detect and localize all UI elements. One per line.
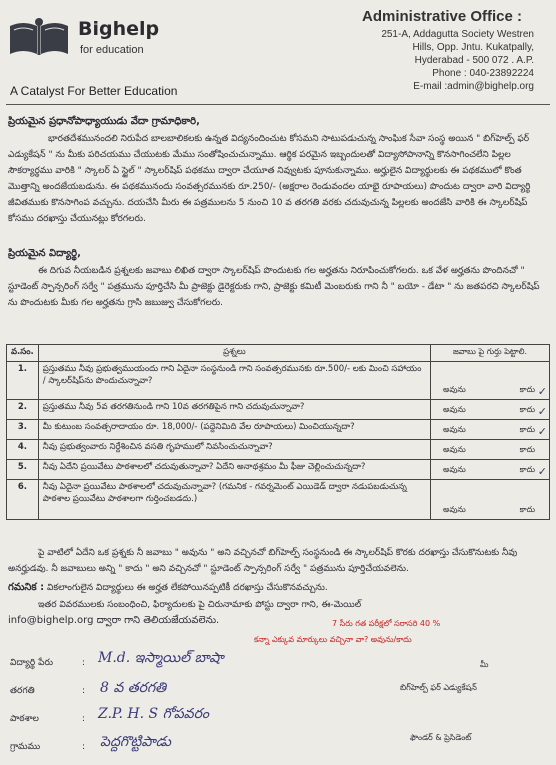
brand-subtitle: for education xyxy=(80,44,144,56)
row-number: 3. xyxy=(7,420,39,440)
answer-cell[interactable] xyxy=(431,460,550,480)
answer-cell[interactable] xyxy=(431,400,550,420)
yes-option[interactable]: అవును xyxy=(443,405,466,414)
colon: : xyxy=(82,686,86,696)
table-row xyxy=(7,420,550,440)
no-option[interactable]: కాదు xyxy=(519,445,535,454)
row-number: 1. xyxy=(7,362,39,400)
instructions-paragraph: ఈ దిగువ నీయబడిన ప్రశ్నలకు జవాబు లిఖిత ద్వారా స్కాలర్‌షిప్ పొందుటకు గల అర్హతను నిరూపించుకోగలరు. ఒక వేళ అర్హతను పొందినచో " స్టూడెంట్ స్పాన్సరింగ్ సర్వే " పత్రమును పూర్తిచేసి మీ ప్రాజెక్టు డైరెక్టరుకు గాని, ప్రాజెక్టు కమిటీ మెంబరుకు గాని నీ " బయో - డేటా " ను జతపరచి స్కాలర్‌షిప్ ను పొందుటకు మీకు గల అర్హతను గ్రాసి జబుజ్వు చేసుకోగలరు. xyxy=(8,266,540,308)
table-row xyxy=(7,362,550,400)
checkmark-icon: ✓ xyxy=(537,425,547,438)
address-line: Hyderabad - 500 072 . A.P. xyxy=(414,55,534,66)
no-option[interactable]: కాదు xyxy=(519,465,535,474)
eligibility-table-wrap xyxy=(6,344,550,520)
row-number: 2. xyxy=(7,400,39,420)
row-question: నీవు ప్రభుత్వంవారు నిర్దేశించిన వసతి గృహములో నివసించుచున్నావా? xyxy=(38,440,430,460)
intro-paragraph: భారతదేశమునందలి నిరుపేద బాలబాలికలకు ఉన్నత విద్యనందించుట కోసమని సాటుపడుచున్న సాంఘిక సేవా సంస్థ అయిన " బిగ్‌హెల్ప్ ఫర్ ఎడ్యుకేషన్ " ను మీకు పరిచయము చేయుటకు మేము సంతోషించుచున్నాము. ఆర్థిక పరమైన ఇబ్బందులతో విద్యాసోపానాన్ని కొనసాగించలేని పిల్లల సౌకర్యార్థము వారికి " స్కాలర్ ఏ స్టైల్ " స్కాలర్‌షిప్ పథకము ద్వారా చేయూత నివ్వుటకు పూనుకున్నాము. అర్హులైన విద్యార్థులకు ఈ పథకములో కొంత మొత్తాన్ని అందజేయబడును. ఈ పథకమునందు సంవత్సరమునకు రూ.250/- (అక్షరాల రెండువందల యాభై రూపాయలు) పొందుట ద్వారా వారి విద్యార్థి జీవితముకు కొనసాగింప వచ్చును. దయచేసి మీరు ఈ పత్రములను 5 నుంచి 10 వ తరగతి వరకు చదువుచున్న పిల్లలకు అందజేసి వారికి ఈ స్కాలర్‌షిప్ కోసము దరఖాస్తు చేయునట్లు కోరగలరు. xyxy=(8,134,531,224)
salutation: ప్రియమైన ప్రధానోపాధ్యాయుడు వేదా గ్రామాధికారి, xyxy=(8,116,200,127)
eligibility-rule-text: పై వాటిలో ఏదేని ఒక ప్రశ్నకు నీ జవాబు " అవును " అని వచ్చినచో బిగ్‌హెల్ప్ సంస్థనుండి ఈ స్కాలర్‌షిప్ కొరకు దరఖాస్తు చేసుకొనుటకు నీవు అనర్హుడవు. నీ జవాబులు అన్ని " కాదు " అని వచ్చినచో " స్టూడెంట్ స్పాన్సరింగ్ సర్వే " పత్రమును పూర్తిచేయవలెను. xyxy=(8,548,518,574)
row-number: 4. xyxy=(7,440,39,460)
colon: : xyxy=(82,742,86,752)
table-header-row xyxy=(7,345,550,362)
handwritten-red-question: కన్నా ఎక్కువ మార్కులు వచ్చినా వా? అవును/కాదు xyxy=(254,635,412,644)
row-question: నీవు ఏదేని ప్రయివేటు పాఠశాలలో చదువుతున్నావా? ఏదేని అనాథశ్రమం మీ ఫీజు చెల్లించుచున్నదా? xyxy=(38,460,430,480)
checkmark-icon: ✓ xyxy=(537,385,547,398)
no-option[interactable]: కాదు xyxy=(519,385,535,394)
col-header-questions: ప్రశ్నలు xyxy=(38,345,430,362)
note-text: వికలాంగులైన విద్యార్థులు ఈ అర్హత లేకపోయినప్పటికీ దరఖాస్తు చేసుకొనవచ్చును. xyxy=(47,583,328,593)
table-row xyxy=(7,480,550,520)
sign-off: మీ xyxy=(480,660,489,669)
tagline: A Catalyst For Better Education xyxy=(10,84,178,98)
yes-option[interactable]: అవును xyxy=(443,385,466,394)
bighelp-logo-icon xyxy=(8,16,70,58)
handwritten-red-note: 7 సీరు గత పరీక్షలో సరాసరి 40 % xyxy=(332,619,441,628)
village-label: గ్రామము xyxy=(10,742,41,752)
checkmark-icon: ✓ xyxy=(537,405,547,418)
student-name-label: విద్యార్థి పేరు xyxy=(10,658,53,668)
yes-option[interactable]: అవును xyxy=(443,425,466,434)
class-value[interactable]: 8 వ తరగతి xyxy=(100,680,167,696)
table-row xyxy=(7,460,550,480)
row-question: మీ కుటుంబ సంవత్సరాదాయం రూ. 18,000/- (పద్దెనిమిది వేల రూపాయలు) మించియున్నదా? xyxy=(38,420,430,440)
brand-name: Bighelp xyxy=(78,18,160,40)
row-number: 5. xyxy=(7,460,39,480)
answer-cell[interactable] xyxy=(431,440,550,460)
organization-signature: బిగ్‌హెల్ప్ ఫర్ ఎడ్యుకేషన్ xyxy=(400,683,477,692)
student-name-value[interactable]: M.d. ఇస్మాయిల్ బాషా xyxy=(98,650,224,666)
col-header-number: వ.సం. xyxy=(7,345,39,362)
answer-cell[interactable] xyxy=(431,362,550,400)
note-label: గమనిక : xyxy=(8,582,45,593)
row-number: 6. xyxy=(7,480,39,520)
office-title: Administrative Office : xyxy=(362,8,523,25)
email-line: E-mail :admin@bighelp.org xyxy=(413,81,534,92)
checkmark-icon: ✓ xyxy=(537,465,547,478)
school-value[interactable]: Z.P. H. S గోపవరం xyxy=(98,706,210,722)
contact-email: info@bighelp.org ద్వారా గాని తెలియజేయవలెను. xyxy=(8,615,220,626)
school-label: పాఠశాల xyxy=(10,714,39,724)
eligibility-table xyxy=(6,344,550,520)
address-line: Hills, Opp. Jntu. Kukatpally, xyxy=(412,42,534,53)
answer-cell[interactable] xyxy=(431,480,550,520)
yes-option[interactable]: అవును xyxy=(443,465,466,474)
answer-cell[interactable] xyxy=(431,420,550,440)
colon: : xyxy=(82,714,86,724)
row-question: నీవు ఏదైనా ప్రయివేటు పాఠశాలలో చదువుచున్నావా? (గమనిక - గవర్నమెంట్ ఎయిడెడ్ ద్వారా నడుపబడుచున్న పాఠశాల ప్రయివేటు పాఠశాలగా గుర్తించబడదు.) xyxy=(38,480,430,520)
contact-text: ఇతర వివరములకు సంబంధించి, ఫిర్యాదులకు పై చిరునామాకు పోస్టు ద్వారా గాని, ఈ-మెయిల్ xyxy=(38,600,362,610)
table-row xyxy=(7,400,550,420)
row-question: ప్రస్తుతము నీవు ప్రభుత్వముయందు గాని ఏదైనా సంస్థనుండి గాని సంవత్సరమునకు రూ.500/- లకు మించి సహాయం / స్కాలర్‌షిప్‌ను పొందుచున్నావా? xyxy=(38,362,430,400)
yes-option[interactable]: అవును xyxy=(443,505,466,514)
yes-option[interactable]: అవును xyxy=(443,445,466,454)
no-option[interactable]: కాదు xyxy=(519,425,535,434)
header-divider xyxy=(6,104,550,105)
phone-line: Phone : 040-23892224 xyxy=(432,68,534,79)
no-option[interactable]: కాదు xyxy=(519,405,535,414)
col-header-answer: జవాబు పై గుర్తు పెట్టాలి. xyxy=(431,345,550,362)
founder-title: ఫౌండర్ & ప్రెసిడెంట్ xyxy=(410,733,472,742)
address-line: 251-A, Addagutta Society Westren xyxy=(381,29,534,40)
row-question: ప్రస్తుతము నీవు 5వ తరగతినుండి గాని 10వ తరగతిపైన గాని చదువుచున్నావా? xyxy=(38,400,430,420)
note-line xyxy=(8,580,548,596)
class-label: తరగతి xyxy=(10,686,35,696)
table-row xyxy=(7,440,550,460)
no-option[interactable]: కాదు xyxy=(519,505,535,514)
colon: : xyxy=(82,658,86,668)
student-salutation: ప్రియమైన విద్యార్థి, xyxy=(8,248,81,259)
village-value[interactable]: పెద్దగొట్టిపాడు xyxy=(100,734,171,750)
